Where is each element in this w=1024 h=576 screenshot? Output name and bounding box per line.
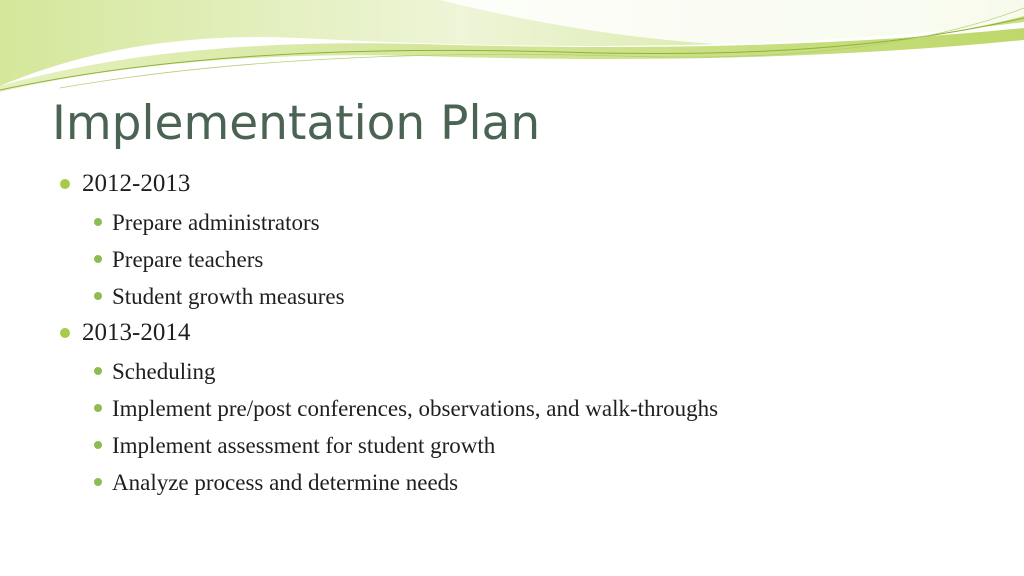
list-item-text: Implement assessment for student growth	[112, 433, 496, 458]
list-item	[92, 204, 1000, 241]
slide-title: Implementation Plan	[52, 96, 541, 151]
list-item	[92, 353, 1000, 390]
list-item	[92, 278, 1000, 315]
list-item	[92, 464, 1000, 501]
section-heading	[60, 315, 1000, 353]
bullet-dot-icon	[94, 478, 102, 486]
list-item-text: Implement pre/post conferences, observations, and walk-throughs	[112, 396, 719, 421]
list-item-text: Analyze process and determine needs	[112, 470, 459, 495]
bullet-dot-icon	[94, 404, 102, 412]
section-label: 2013-2014	[82, 319, 191, 346]
section-label: 2012-2013	[82, 170, 191, 197]
bullet-dot-icon	[60, 328, 70, 338]
bullet-dot-icon	[94, 441, 102, 449]
list-item	[92, 241, 1000, 278]
bullet-dot-icon	[94, 218, 102, 226]
list-item	[92, 390, 1000, 427]
header-wave-decoration	[0, 0, 1024, 100]
bullet-dot-icon	[94, 367, 102, 375]
list-item	[92, 427, 1000, 464]
bullet-list	[60, 166, 1000, 501]
list-item-text: Prepare teachers	[112, 247, 264, 272]
list-item-text: Scheduling	[112, 359, 216, 384]
list-item-text: Student growth measures	[112, 284, 345, 309]
section-heading	[60, 166, 1000, 204]
bullet-dot-icon	[94, 292, 102, 300]
list-item-text: Prepare administrators	[112, 210, 320, 235]
bullet-dot-icon	[94, 255, 102, 263]
bullet-dot-icon	[60, 179, 70, 189]
